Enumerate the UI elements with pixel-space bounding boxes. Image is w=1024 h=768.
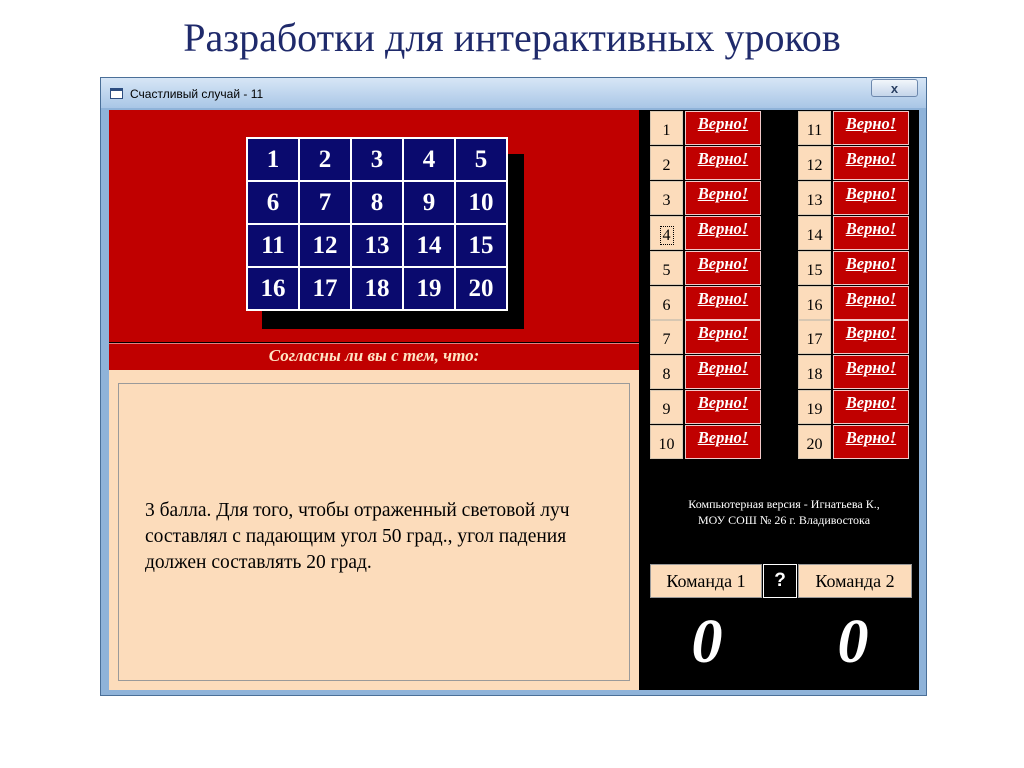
answer-number-button[interactable] [650,111,683,145]
team-1-score: 0 [691,608,723,676]
answer-number-label: 18 [806,366,823,384]
window-titlebar[interactable] [101,78,926,108]
answer-verno-button[interactable]: Верно! [685,181,761,215]
question-panel [109,370,639,690]
answer-number-label: 11 [806,122,823,139]
grid-cell[interactable]: 6 [248,182,298,223]
answer-verno-button[interactable]: Верно! [833,286,909,320]
answer-verno-button[interactable]: Верно! [685,111,761,145]
question-header: Согласны ли вы с тем, что: [109,343,639,370]
answer-verno-button[interactable]: Верно! [833,425,909,459]
grid-cell[interactable]: 16 [248,268,298,309]
grid-cell[interactable]: 10 [456,182,506,223]
answer-number-label: 13 [806,191,823,209]
window-icon [110,88,123,99]
window-client-area [109,110,919,690]
answer-number-button[interactable] [650,425,683,459]
answer-number-label: 9 [662,401,671,419]
answer-verno-button[interactable]: Верно! [685,251,761,285]
grid-cell[interactable]: 13 [352,225,402,266]
credits [654,496,914,528]
answer-verno-button[interactable]: Верно! [685,320,761,354]
app-window [100,77,927,696]
answer-verno-button[interactable]: Верно! [833,181,909,215]
grid-cell[interactable]: 20 [456,268,506,309]
grid-cell[interactable]: 19 [404,268,454,309]
team-1-button[interactable]: Команда 1 [650,564,762,598]
number-board-panel [109,110,639,342]
answer-number-button[interactable] [798,425,831,459]
answer-number-button[interactable] [650,286,683,320]
answer-number-button[interactable] [798,146,831,180]
grid-cell[interactable]: 7 [300,182,350,223]
answer-number-label: 6 [662,296,671,314]
answer-number-button[interactable] [798,111,831,145]
window-title: Счастливый случай - 11 [130,87,264,101]
grid-cell[interactable]: 18 [352,268,402,309]
answer-number-button[interactable] [798,355,831,389]
grid-cell[interactable]: 14 [404,225,454,266]
answer-verno-button[interactable]: Верно! [833,355,909,389]
answer-number-label: 19 [806,401,823,419]
question-box [118,383,630,681]
grid-cell[interactable]: 4 [404,139,454,180]
answer-number-button[interactable] [650,320,683,354]
answer-verno-button[interactable]: Верно! [833,390,909,424]
slide-title: Разработки для интерактивных уроков [183,15,841,60]
answer-number-button[interactable] [798,286,831,320]
answer-number-label: 12 [806,156,823,174]
answer-number-label: 8 [662,366,671,384]
answer-verno-button[interactable]: Верно! [833,216,909,250]
answer-number-label: 3 [662,191,671,209]
answer-verno-button[interactable]: Верно! [833,146,909,180]
answer-number-label: 7 [662,331,671,349]
answer-number-label: 2 [662,156,671,174]
grid-cell[interactable]: 8 [352,182,402,223]
answer-verno-button[interactable]: Верно! [685,390,761,424]
close-button[interactable]: x [871,79,918,97]
credits-line-2: МОУ СОШ № 26 г. Владивостока [697,513,871,527]
answer-number-label: 4 [660,226,674,245]
answer-verno-button[interactable]: Верно! [685,286,761,320]
answer-number-label: 10 [658,436,675,454]
answer-verno-button[interactable]: Верно! [833,111,909,145]
team-2-button[interactable]: Команда 2 [798,564,912,598]
answer-number-button[interactable] [650,390,683,424]
answer-number-button[interactable] [650,146,683,180]
grid-cell[interactable]: 12 [300,225,350,266]
grid-cell[interactable]: 17 [300,268,350,309]
grid-cell[interactable]: 15 [456,225,506,266]
answer-number-button[interactable] [650,181,683,215]
answer-number-button[interactable] [798,181,831,215]
answer-verno-button[interactable]: Верно! [685,355,761,389]
answer-number-button[interactable] [798,216,831,250]
number-grid [246,137,508,311]
grid-cell[interactable]: 2 [300,139,350,180]
answer-number-label: 16 [806,296,823,314]
question-text: 3 балла. Для того, чтобы отраженный световой луч составлял с падающим угол 50 град., угол падения должен составлять 20 град. [145,500,570,573]
answer-number-button[interactable] [650,216,683,250]
grid-cell[interactable]: 5 [456,139,506,180]
answer-verno-button[interactable]: Верно! [833,320,909,354]
answer-number-label: 1 [662,122,671,139]
answer-number-label: 20 [806,436,823,454]
answer-number-label: 5 [662,261,671,279]
grid-cell[interactable]: 9 [404,182,454,223]
answer-verno-button[interactable]: Верно! [685,146,761,180]
answer-number-button[interactable] [650,355,683,389]
grid-cell[interactable]: 3 [352,139,402,180]
answer-number-button[interactable] [650,251,683,285]
answer-number-button[interactable] [798,320,831,354]
answer-verno-button[interactable]: Верно! [833,251,909,285]
answer-number-button[interactable] [798,251,831,285]
grid-cell[interactable]: 1 [248,139,298,180]
answer-number-label: 14 [806,226,823,244]
grid-cell[interactable]: 11 [248,225,298,266]
answer-verno-button[interactable]: Верно! [685,425,761,459]
answer-number-label: 15 [806,261,823,279]
credits-line-1: Компьютерная версия - Игнатьева К., [688,497,880,511]
answer-verno-button[interactable]: Верно! [685,216,761,250]
question-mark-button[interactable]: ? [763,564,797,598]
answer-number-label: 17 [806,331,823,349]
team-2-score: 0 [837,608,869,676]
answer-number-button[interactable] [798,390,831,424]
